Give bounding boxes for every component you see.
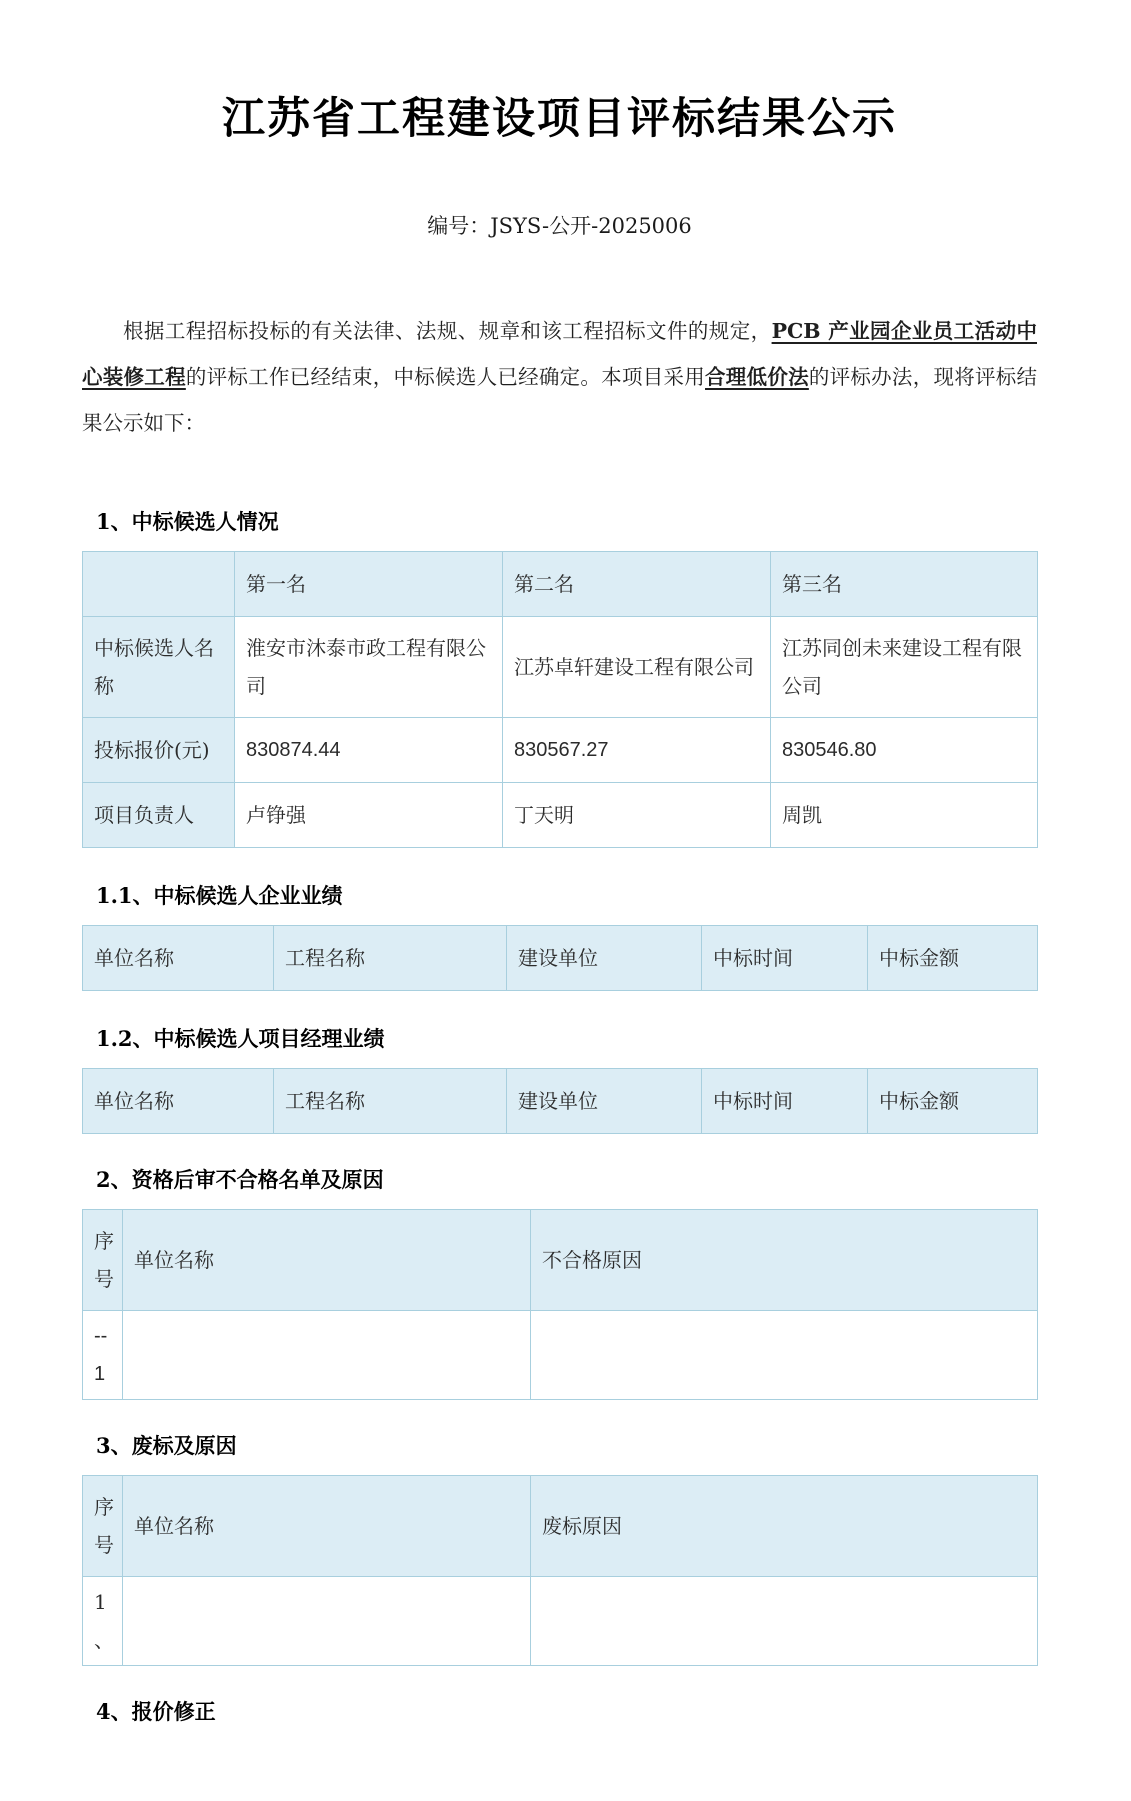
col-unit-name: 单位名称 [83,926,274,991]
col-construction-unit: 建设单位 [507,1069,702,1134]
bid-price-row [83,718,1038,783]
disqualified-seq: --1 [83,1311,123,1400]
project-leader-2: 丁天明 [503,783,771,848]
doc-number: 编号：JSYS-公开-2025006 [427,213,692,238]
manager-performance-table [82,1068,1038,1134]
candidates-header-row [83,552,1038,617]
project-leader-row [83,783,1038,848]
bid-price-1: 830874.44 [235,718,503,783]
bid-price-2: 830567.27 [503,718,771,783]
page-title: 江苏省工程建设项目评标结果公示 [222,94,897,144]
col-rejected-reason: 废标原因 [531,1476,1038,1577]
enterprise-performance-header-row [83,926,1038,991]
section3-heading: 3、废标及原因 [96,1433,237,1459]
section1-1-heading: 1.1、中标候选人企业业绩 [96,883,343,909]
rejected-unit-name [123,1577,531,1666]
disqualified-unit-name [123,1311,531,1400]
col-unit-name: 单位名称 [83,1069,274,1134]
section2-heading: 2、资格后审不合格名单及原因 [96,1167,384,1193]
section4-heading: 4、报价修正 [96,1699,216,1725]
col-award-time: 中标时间 [702,926,868,991]
candidates-header-second: 第二名 [503,552,771,617]
disqualified-table [82,1209,1038,1400]
col-disqualified-reason: 不合格原因 [531,1210,1038,1311]
col-construction-unit: 建设单位 [507,926,702,991]
col-seq-no: 序号 [83,1210,123,1311]
candidate-name-3: 江苏同创未来建设工程有限公司 [771,617,1038,718]
rejected-reason [531,1577,1038,1666]
row-label-project-leader: 项目负责人 [83,783,235,848]
rejected-header-row [83,1476,1038,1577]
candidate-name-2: 江苏卓轩建设工程有限公司 [503,617,771,718]
col-award-time: 中标时间 [702,1069,868,1134]
manager-performance-header-row [83,1069,1038,1134]
intro-middle: 的评标工作已经结束，中标候选人已经确定。本项目采用 [185,365,706,390]
candidate-name-row [83,617,1038,718]
col-award-amount: 中标金额 [868,926,1038,991]
col-unit-name: 单位名称 [123,1476,531,1577]
rejected-bids-table [82,1475,1038,1666]
col-project-name: 工程名称 [274,926,507,991]
disqualified-data-row [83,1311,1038,1400]
bid-price-3: 830546.80 [771,718,1038,783]
section1-2-heading: 1.2、中标候选人项目经理业绩 [96,1026,385,1052]
candidates-header-empty [83,552,235,617]
section1-heading: 1、中标候选人情况 [96,509,279,535]
disqualified-reason [531,1311,1038,1400]
row-label-bid-price: 投标报价(元) [83,718,235,783]
project-leader-3: 周凯 [771,783,1038,848]
rejected-seq: 1、 [83,1577,123,1666]
disqualified-header-row [83,1210,1038,1311]
intro-lead: 根据工程招标投标的有关法律、法规、规章和该工程招标文件的规定， [123,318,772,343]
col-unit-name: 单位名称 [123,1210,531,1311]
row-label-candidate-name: 中标候选人名称 [83,617,235,718]
project-leader-1: 卢铮强 [235,783,503,848]
intro-tail: 的评标办法，现将评标结果公示如下： [82,365,1038,436]
col-project-name: 工程名称 [274,1069,507,1134]
intro-paragraph [82,308,1037,446]
candidate-name-1: 淮安市沐泰市政工程有限公司 [235,617,503,718]
candidates-table [82,551,1038,848]
candidates-header-third: 第三名 [771,552,1038,617]
col-seq-no: 序号 [83,1476,123,1577]
rejected-data-row [83,1577,1038,1666]
enterprise-performance-table [82,925,1038,991]
col-award-amount: 中标金额 [868,1069,1038,1134]
evaluation-method-emphasis: 合理低价法 [705,365,809,390]
candidates-header-first: 第一名 [235,552,503,617]
project-name-emphasis: PCB 产业园企业员工活动中心装修工程 [82,318,1037,390]
